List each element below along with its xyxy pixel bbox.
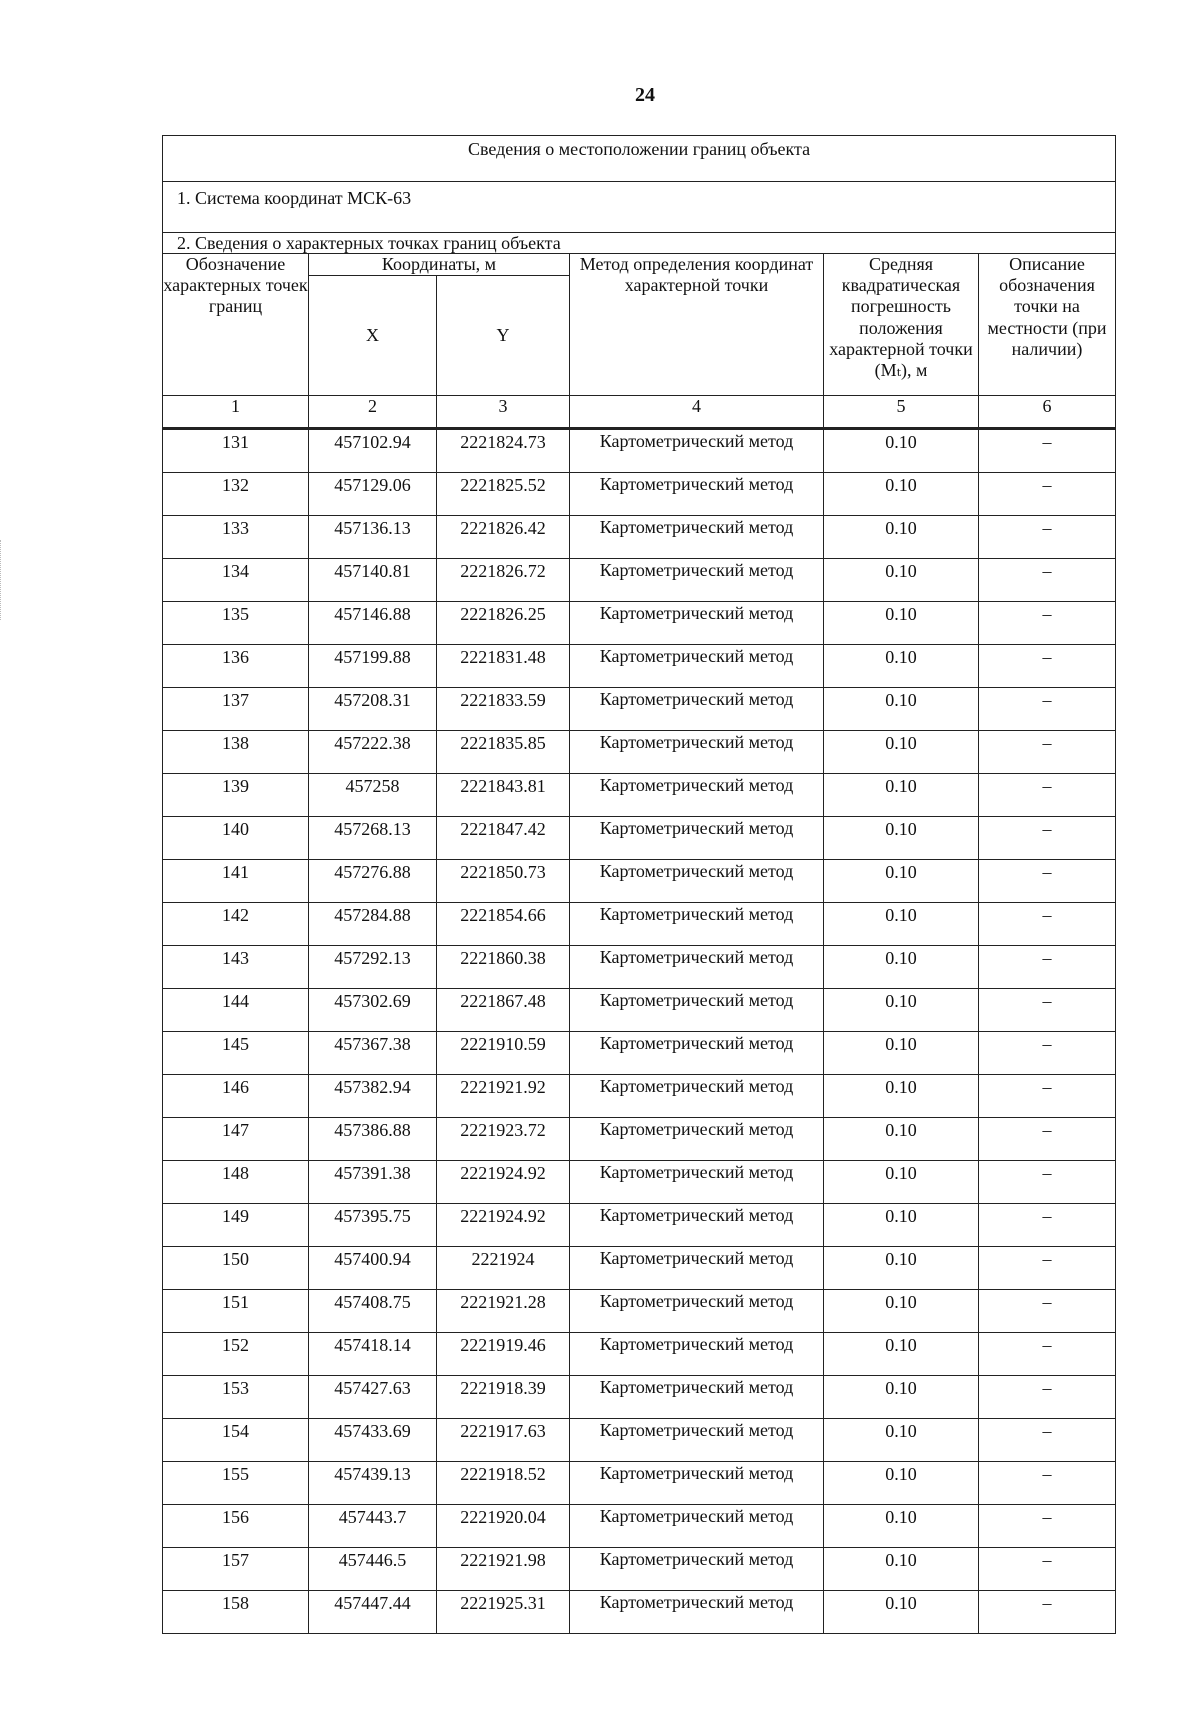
method-cell: Картометрический метод [570, 1333, 824, 1376]
table-row [163, 1075, 1116, 1118]
description-cell: – [979, 1333, 1116, 1376]
y-coordinate-cell: 2221847.42 [437, 817, 570, 860]
point-id-cell: 147 [163, 1118, 309, 1161]
y-coordinate-cell: 2221843.81 [437, 774, 570, 817]
description-cell: – [979, 1505, 1116, 1548]
method-cell: Картометрический метод [570, 1161, 824, 1204]
error-cell: 0.10 [824, 1548, 979, 1591]
x-coordinate-cell: 457146.88 [309, 602, 437, 645]
point-id-cell: 135 [163, 602, 309, 645]
point-id-cell: 158 [163, 1591, 309, 1634]
description-cell: – [979, 731, 1116, 774]
y-coordinate-cell: 2221826.42 [437, 516, 570, 559]
point-id-cell: 136 [163, 645, 309, 688]
y-coordinate-cell: 2221918.52 [437, 1462, 570, 1505]
col-number-6: 6 [979, 396, 1116, 429]
error-cell: 0.10 [824, 1032, 979, 1075]
table-row [163, 516, 1116, 559]
point-id-cell: 144 [163, 989, 309, 1032]
table-row [163, 1505, 1116, 1548]
x-coordinate-cell: 457102.94 [309, 429, 437, 473]
point-id-cell: 153 [163, 1376, 309, 1419]
table-title: Сведения о местоположении границ объекта [163, 136, 1116, 182]
table-row [163, 817, 1116, 860]
header-description: Описание обозначения точки на местности (при наличии) [979, 254, 1116, 396]
point-id-cell: 157 [163, 1548, 309, 1591]
x-coordinate-cell: 457386.88 [309, 1118, 437, 1161]
table-row [163, 1204, 1116, 1247]
method-cell: Картометрический метод [570, 473, 824, 516]
point-id-cell: 134 [163, 559, 309, 602]
section-heading: 2. Сведения о характерных точках границ объекта [163, 233, 1116, 254]
description-cell: – [979, 688, 1116, 731]
x-coordinate-cell: 457292.13 [309, 946, 437, 989]
method-cell: Картометрический метод [570, 817, 824, 860]
header-designation: Обозначение характерных точек границ [163, 254, 309, 396]
y-coordinate-cell: 2221925.31 [437, 1591, 570, 1634]
description-cell: – [979, 1462, 1116, 1505]
description-cell: – [979, 473, 1116, 516]
y-coordinate-cell: 2221921.92 [437, 1075, 570, 1118]
point-id-cell: 133 [163, 516, 309, 559]
description-cell: – [979, 1419, 1116, 1462]
col-number-4: 4 [570, 396, 824, 429]
x-coordinate-cell: 457447.44 [309, 1591, 437, 1634]
point-id-cell: 138 [163, 731, 309, 774]
point-id-cell: 155 [163, 1462, 309, 1505]
x-coordinate-cell: 457284.88 [309, 903, 437, 946]
method-cell: Картометрический метод [570, 645, 824, 688]
table-row [163, 1376, 1116, 1419]
point-id-cell: 141 [163, 860, 309, 903]
method-cell: Картометрический метод [570, 1419, 824, 1462]
x-coordinate-cell: 457129.06 [309, 473, 437, 516]
page-number: 24 [635, 84, 655, 106]
y-coordinate-cell: 2221918.39 [437, 1376, 570, 1419]
error-cell: 0.10 [824, 860, 979, 903]
x-coordinate-cell: 457427.63 [309, 1376, 437, 1419]
table-row [163, 731, 1116, 774]
point-id-cell: 142 [163, 903, 309, 946]
table-row [163, 473, 1116, 516]
header-method: Метод определения координат характерной точки [570, 254, 824, 396]
method-cell: Картометрический метод [570, 946, 824, 989]
error-cell: 0.10 [824, 1118, 979, 1161]
point-id-cell: 156 [163, 1505, 309, 1548]
table-row [163, 1591, 1116, 1634]
table-row [163, 602, 1116, 645]
point-id-cell: 139 [163, 774, 309, 817]
method-cell: Картометрический метод [570, 1591, 824, 1634]
y-coordinate-cell: 2221850.73 [437, 860, 570, 903]
error-cell: 0.10 [824, 473, 979, 516]
point-id-cell: 143 [163, 946, 309, 989]
x-coordinate-cell: 457222.38 [309, 731, 437, 774]
y-coordinate-cell: 2221921.28 [437, 1290, 570, 1333]
point-id-cell: 146 [163, 1075, 309, 1118]
error-cell: 0.10 [824, 1161, 979, 1204]
x-coordinate-cell: 457302.69 [309, 989, 437, 1032]
method-cell: Картометрический метод [570, 429, 824, 473]
point-id-cell: 152 [163, 1333, 309, 1376]
table-row [163, 1333, 1116, 1376]
method-cell: Картометрический метод [570, 1075, 824, 1118]
description-cell: – [979, 1118, 1116, 1161]
y-coordinate-cell: 2221824.73 [437, 429, 570, 473]
description-cell: – [979, 1548, 1116, 1591]
description-cell: – [979, 989, 1116, 1032]
table-row [163, 1419, 1116, 1462]
error-cell: 0.10 [824, 774, 979, 817]
col-number-1: 1 [163, 396, 309, 429]
y-coordinate-cell: 2221825.52 [437, 473, 570, 516]
description-cell: – [979, 903, 1116, 946]
error-cell: 0.10 [824, 1419, 979, 1462]
description-cell: – [979, 559, 1116, 602]
table-row [163, 645, 1116, 688]
table-row [163, 860, 1116, 903]
description-cell: – [979, 602, 1116, 645]
x-coordinate-cell: 457439.13 [309, 1462, 437, 1505]
y-coordinate-cell: 2221826.25 [437, 602, 570, 645]
table-row [163, 774, 1116, 817]
error-cell: 0.10 [824, 559, 979, 602]
description-cell: – [979, 774, 1116, 817]
table-row [163, 903, 1116, 946]
x-coordinate-cell: 457276.88 [309, 860, 437, 903]
error-cell: 0.10 [824, 1290, 979, 1333]
x-coordinate-cell: 457136.13 [309, 516, 437, 559]
point-id-cell: 131 [163, 429, 309, 473]
error-cell: 0.10 [824, 1075, 979, 1118]
method-cell: Картометрический метод [570, 1505, 824, 1548]
error-cell: 0.10 [824, 645, 979, 688]
description-cell: – [979, 1075, 1116, 1118]
error-cell: 0.10 [824, 1247, 979, 1290]
y-coordinate-cell: 2221923.72 [437, 1118, 570, 1161]
description-cell: – [979, 1376, 1116, 1419]
point-id-cell: 140 [163, 817, 309, 860]
description-cell: – [979, 860, 1116, 903]
description-cell: – [979, 1290, 1116, 1333]
x-coordinate-cell: 457140.81 [309, 559, 437, 602]
method-cell: Картометрический метод [570, 774, 824, 817]
x-coordinate-cell: 457208.31 [309, 688, 437, 731]
table-row [163, 1247, 1116, 1290]
y-coordinate-cell: 2221826.72 [437, 559, 570, 602]
error-cell: 0.10 [824, 1333, 979, 1376]
method-cell: Картометрический метод [570, 1247, 824, 1290]
error-cell: 0.10 [824, 903, 979, 946]
table-row [163, 1032, 1116, 1075]
error-cell: 0.10 [824, 602, 979, 645]
boundary-points-table [162, 135, 1116, 1634]
table-row [163, 559, 1116, 602]
y-coordinate-cell: 2221924 [437, 1247, 570, 1290]
col-number-5: 5 [824, 396, 979, 429]
error-cell: 0.10 [824, 1591, 979, 1634]
x-coordinate-cell: 457446.5 [309, 1548, 437, 1591]
x-coordinate-cell: 457395.75 [309, 1204, 437, 1247]
method-cell: Картометрический метод [570, 516, 824, 559]
point-id-cell: 132 [163, 473, 309, 516]
header-coordinates: Координаты, м [309, 254, 570, 276]
point-id-cell: 150 [163, 1247, 309, 1290]
method-cell: Картометрический метод [570, 903, 824, 946]
x-coordinate-cell: 457382.94 [309, 1075, 437, 1118]
description-cell: – [979, 1161, 1116, 1204]
coordinate-system: 1. Система координат МСК-63 [163, 182, 1116, 233]
y-coordinate-cell: 2221921.98 [437, 1548, 570, 1591]
method-cell: Картометрический метод [570, 1462, 824, 1505]
x-coordinate-cell: 457400.94 [309, 1247, 437, 1290]
point-id-cell: 137 [163, 688, 309, 731]
header-x: X [309, 276, 437, 396]
table-row [163, 946, 1116, 989]
y-coordinate-cell: 2221917.63 [437, 1419, 570, 1462]
y-coordinate-cell: 2221919.46 [437, 1333, 570, 1376]
table-row [163, 1548, 1116, 1591]
y-coordinate-cell: 2221867.48 [437, 989, 570, 1032]
error-cell: 0.10 [824, 688, 979, 731]
method-cell: Картометрический метод [570, 1290, 824, 1333]
y-coordinate-cell: 2221860.38 [437, 946, 570, 989]
method-cell: Картометрический метод [570, 1118, 824, 1161]
method-cell: Картометрический метод [570, 559, 824, 602]
col-number-2: 2 [309, 396, 437, 429]
description-cell: – [979, 645, 1116, 688]
scan-margin-artifact [0, 540, 7, 620]
description-cell: – [979, 1591, 1116, 1634]
description-cell: – [979, 1204, 1116, 1247]
method-cell: Картометрический метод [570, 731, 824, 774]
table-row [163, 429, 1116, 473]
method-cell: Картометрический метод [570, 1548, 824, 1591]
method-cell: Картометрический метод [570, 860, 824, 903]
y-coordinate-cell: 2221910.59 [437, 1032, 570, 1075]
table-row [163, 1290, 1116, 1333]
table-row [163, 989, 1116, 1032]
method-cell: Картометрический метод [570, 1032, 824, 1075]
method-cell: Картометрический метод [570, 1204, 824, 1247]
x-coordinate-cell: 457418.14 [309, 1333, 437, 1376]
method-cell: Картометрический метод [570, 688, 824, 731]
y-coordinate-cell: 2221854.66 [437, 903, 570, 946]
point-id-cell: 154 [163, 1419, 309, 1462]
description-cell: – [979, 516, 1116, 559]
point-id-cell: 149 [163, 1204, 309, 1247]
table-row [163, 1462, 1116, 1505]
description-cell: – [979, 817, 1116, 860]
error-cell: 0.10 [824, 989, 979, 1032]
header-y: Y [437, 276, 570, 396]
x-coordinate-cell: 457433.69 [309, 1419, 437, 1462]
y-coordinate-cell: 2221920.04 [437, 1505, 570, 1548]
error-cell: 0.10 [824, 946, 979, 989]
col-number-3: 3 [437, 396, 570, 429]
y-coordinate-cell: 2221831.48 [437, 645, 570, 688]
point-id-cell: 145 [163, 1032, 309, 1075]
x-coordinate-cell: 457268.13 [309, 817, 437, 860]
description-cell: – [979, 1032, 1116, 1075]
description-cell: – [979, 1247, 1116, 1290]
x-coordinate-cell: 457258 [309, 774, 437, 817]
y-coordinate-cell: 2221833.59 [437, 688, 570, 731]
error-cell: 0.10 [824, 429, 979, 473]
error-cell: 0.10 [824, 516, 979, 559]
error-cell: 0.10 [824, 817, 979, 860]
x-coordinate-cell: 457199.88 [309, 645, 437, 688]
y-coordinate-cell: 2221835.85 [437, 731, 570, 774]
error-cell: 0.10 [824, 1376, 979, 1419]
table-row [163, 1118, 1116, 1161]
y-coordinate-cell: 2221924.92 [437, 1204, 570, 1247]
description-cell: – [979, 946, 1116, 989]
y-coordinate-cell: 2221924.92 [437, 1161, 570, 1204]
error-cell: 0.10 [824, 731, 979, 774]
method-cell: Картометрический метод [570, 989, 824, 1032]
point-id-cell: 148 [163, 1161, 309, 1204]
x-coordinate-cell: 457408.75 [309, 1290, 437, 1333]
x-coordinate-cell: 457443.7 [309, 1505, 437, 1548]
header-error: Средняя квадратическая погрешность положения характерной точки (Mₜ), м [824, 254, 979, 396]
error-cell: 0.10 [824, 1204, 979, 1247]
error-cell: 0.10 [824, 1462, 979, 1505]
description-cell: – [979, 429, 1116, 473]
method-cell: Картометрический метод [570, 602, 824, 645]
table-row [163, 688, 1116, 731]
x-coordinate-cell: 457391.38 [309, 1161, 437, 1204]
method-cell: Картометрический метод [570, 1376, 824, 1419]
x-coordinate-cell: 457367.38 [309, 1032, 437, 1075]
error-cell: 0.10 [824, 1505, 979, 1548]
point-id-cell: 151 [163, 1290, 309, 1333]
table-row [163, 1161, 1116, 1204]
